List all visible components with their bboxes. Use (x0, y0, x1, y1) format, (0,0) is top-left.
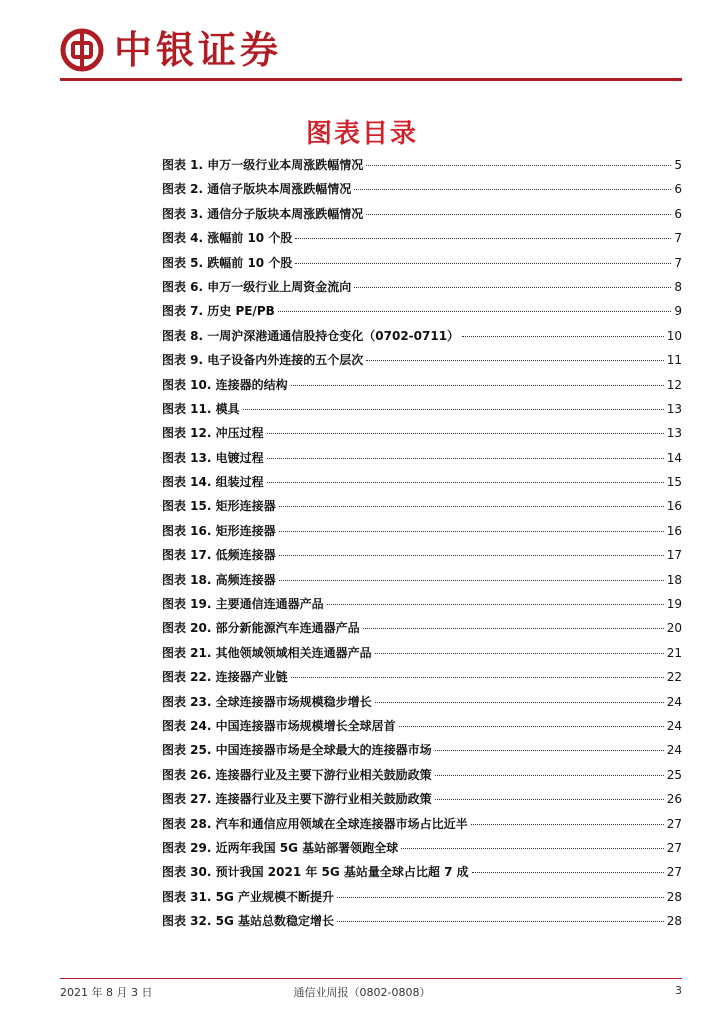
toc-entry-page[interactable]: 18 (666, 572, 682, 587)
toc-entry-label[interactable]: 图表 32. 5G 基站总数稳定增长 (162, 914, 334, 929)
toc-entry-label[interactable]: 图表 25. 中国连接器市场是全球最大的连接器市场 (162, 743, 432, 758)
page-header (60, 24, 682, 80)
toc-entry[interactable] (162, 254, 682, 278)
toc-entry[interactable] (162, 888, 682, 912)
footer-date: 2021 年 8 月 3 日 (60, 986, 153, 999)
toc-entry[interactable] (162, 156, 682, 180)
toc-entry-page[interactable]: 10 (666, 328, 682, 343)
toc-entry-label[interactable]: 图表 2. 通信子版块本周涨跌幅情况 (162, 182, 352, 197)
toc-entry-label[interactable]: 图表 15. 矩形连接器 (162, 499, 276, 514)
toc-entry[interactable] (162, 717, 682, 741)
toc-entry-page[interactable]: 26 (666, 792, 682, 807)
toc-entry-page[interactable]: 28 (666, 914, 682, 929)
bank-of-china-logo-icon (60, 28, 104, 72)
toc-dot-leader (267, 458, 664, 459)
toc-dot-leader (243, 409, 664, 410)
footer-page-number: 3 (675, 984, 682, 997)
toc-dot-leader (354, 287, 671, 288)
toc-entry-label[interactable]: 图表 9. 电子设备内外连接的五个层次 (162, 353, 364, 368)
toc-dot-leader (267, 482, 664, 483)
toc-entry[interactable] (162, 400, 682, 424)
toc-entry[interactable] (162, 351, 682, 375)
toc-entry-page[interactable]: 9 (674, 304, 682, 319)
toc-dot-leader (295, 263, 671, 264)
toc-entry-page[interactable]: 25 (666, 767, 682, 782)
toc-entry-page[interactable]: 21 (666, 645, 682, 660)
toc-dot-leader (363, 628, 664, 629)
toc-entry-label[interactable]: 图表 14. 组装过程 (162, 475, 264, 490)
toc-dot-leader (472, 872, 664, 873)
toc-entry-page[interactable]: 27 (666, 816, 682, 831)
toc-dot-leader (354, 189, 671, 190)
toc-entry-page[interactable]: 27 (666, 865, 682, 880)
toc-entry-page[interactable]: 16 (666, 499, 682, 514)
toc-dot-leader (401, 848, 664, 849)
toc-entry-label[interactable]: 图表 5. 跌幅前 10 个股 (162, 255, 293, 270)
toc-entry-label[interactable]: 图表 11. 模具 (162, 401, 240, 416)
toc-entry[interactable] (162, 693, 682, 717)
toc-entry-label[interactable]: 图表 22. 连接器产业链 (162, 670, 288, 685)
toc-entry-page[interactable]: 24 (666, 718, 682, 733)
toc-entry-label[interactable]: 图表 28. 汽车和通信应用领域在全球连接器市场占比近半 (162, 816, 468, 831)
toc-entry[interactable] (162, 815, 682, 839)
toc-entry-label[interactable]: 图表 29. 近两年我国 5G 基站部署领跑全球 (162, 840, 399, 855)
toc-entry[interactable] (162, 912, 682, 936)
toc-entry-label[interactable]: 图表 10. 连接器的结构 (162, 377, 288, 392)
toc-entry-label[interactable]: 图表 26. 连接器行业及主要下游行业相关鼓励政策 (162, 767, 432, 782)
brand-name: 中银证券 (114, 27, 283, 72)
toc-entry-label[interactable]: 图表 18. 高频连接器 (162, 572, 276, 587)
toc-dot-leader (327, 604, 664, 605)
toc-dot-leader (366, 214, 671, 215)
toc-entry-page[interactable]: 7 (674, 255, 682, 270)
toc-entry-page[interactable]: 8 (674, 279, 682, 294)
toc-entry[interactable] (162, 205, 682, 229)
toc-dot-leader (375, 702, 664, 703)
toc-entry[interactable] (162, 863, 682, 887)
toc-dot-leader (279, 580, 664, 581)
toc-entry[interactable] (162, 595, 682, 619)
toc-entry[interactable] (162, 790, 682, 814)
toc-entry-page[interactable]: 14 (666, 450, 682, 465)
toc-entry-page[interactable]: 6 (674, 182, 682, 197)
toc-dot-leader (435, 750, 664, 751)
toc-dot-leader (295, 238, 671, 239)
toc-entry-page[interactable]: 5 (674, 158, 682, 172)
toc-entry-page[interactable]: 20 (666, 621, 682, 636)
toc-entry-label[interactable]: 图表 6. 申万一级行业上周资金流向 (162, 279, 352, 294)
toc-entry-page[interactable]: 19 (666, 597, 682, 612)
footer-report-name: 通信业周报（0802-0808） (293, 986, 431, 999)
toc-entry-label[interactable]: 图表 3. 通信分子版块本周涨跌幅情况 (162, 206, 364, 221)
toc-entry[interactable] (162, 376, 682, 400)
toc-entry[interactable] (162, 619, 682, 643)
toc-entry-label[interactable]: 图表 13. 电镀过程 (162, 450, 264, 465)
toc-dot-leader (366, 360, 663, 361)
toc-entry-label[interactable]: 图表 21. 其他领域领域相关连通器产品 (162, 645, 372, 660)
toc-entry-label[interactable]: 图表 30. 预计我国 2021 年 5G 基站量全球占比超 7 成 (162, 865, 469, 880)
toc-entry-page[interactable]: 13 (666, 426, 682, 441)
toc-entry[interactable] (162, 229, 682, 253)
toc-entry[interactable] (162, 302, 682, 326)
page-title: 图表目录 (305, 119, 418, 149)
toc-entry-label[interactable]: 图表 27. 连接器行业及主要下游行业相关鼓励政策 (162, 792, 432, 807)
toc-dot-leader (435, 775, 664, 776)
toc-entry-page[interactable]: 16 (666, 523, 682, 538)
toc-entry-page[interactable]: 15 (666, 475, 682, 490)
toc-entry-label[interactable]: 图表 20. 部分新能源汽车连通器产品 (162, 621, 360, 636)
toc-dot-leader (291, 385, 664, 386)
header-divider (60, 78, 682, 81)
toc-entry[interactable] (162, 741, 682, 765)
toc-dot-leader (279, 531, 664, 532)
toc-entry-page[interactable]: 28 (666, 889, 682, 904)
toc-entry-page[interactable]: 12 (666, 377, 682, 392)
toc-entry-label[interactable]: 图表 7. 历史 PE/PB (162, 304, 275, 319)
toc-entry-page[interactable]: 7 (674, 231, 682, 246)
toc-entry-page[interactable]: 27 (666, 840, 682, 855)
toc-entry-label[interactable]: 图表 1. 申万一级行业本周涨跌幅情况 (162, 158, 364, 172)
toc-entry[interactable] (162, 497, 682, 521)
toc-entry[interactable] (162, 327, 682, 351)
toc-entry-page[interactable]: 24 (666, 743, 682, 758)
toc-dot-leader (366, 165, 671, 166)
toc-dot-leader (399, 726, 664, 727)
toc-entry-page[interactable]: 13 (666, 401, 682, 416)
toc-entry[interactable] (162, 424, 682, 448)
table-of-figures (162, 156, 682, 937)
toc-entry[interactable] (162, 546, 682, 570)
toc-entry[interactable] (162, 571, 682, 595)
toc-dot-leader (279, 555, 664, 556)
toc-entry-page[interactable]: 11 (666, 353, 682, 368)
toc-entry-label[interactable]: 图表 23. 全球连接器市场规模稳步增长 (162, 694, 372, 709)
toc-dot-leader (267, 433, 664, 434)
toc-entry[interactable] (162, 180, 682, 204)
toc-entry[interactable] (162, 449, 682, 473)
toc-entry-label[interactable]: 图表 4. 涨幅前 10 个股 (162, 231, 293, 246)
toc-dot-leader (471, 824, 664, 825)
toc-entry[interactable] (162, 278, 682, 302)
toc-entry[interactable] (162, 473, 682, 497)
toc-entry-page[interactable]: 22 (666, 670, 682, 685)
toc-entry[interactable] (162, 766, 682, 790)
toc-entry-label[interactable]: 图表 31. 5G 产业规模不断提升 (162, 889, 334, 904)
toc-entry-label[interactable]: 图表 12. 冲压过程 (162, 426, 264, 441)
toc-entry[interactable] (162, 668, 682, 692)
toc-dot-leader (278, 311, 672, 312)
toc-dot-leader (375, 653, 664, 654)
toc-entry[interactable] (162, 522, 682, 546)
toc-entry-page[interactable]: 6 (674, 206, 682, 221)
toc-entry-page[interactable]: 24 (666, 694, 682, 709)
toc-entry-label[interactable]: 图表 8. 一周沪深港通通信股持仓变化（0702-0711） (162, 328, 460, 343)
footer-divider (60, 978, 682, 979)
toc-entry-label[interactable]: 图表 19. 主要通信连通器产品 (162, 597, 324, 612)
toc-dot-leader (435, 799, 664, 800)
toc-dot-leader (337, 897, 664, 898)
toc-dot-leader (291, 677, 664, 678)
toc-dot-leader (337, 921, 664, 922)
toc-entry-page[interactable]: 17 (666, 548, 682, 563)
toc-dot-leader (279, 506, 664, 507)
toc-entry[interactable] (162, 644, 682, 668)
toc-dot-leader (462, 336, 664, 337)
toc-entry-label[interactable]: 图表 24. 中国连接器市场规模增长全球居首 (162, 718, 396, 733)
toc-entry-label[interactable]: 图表 17. 低频连接器 (162, 548, 276, 563)
toc-entry-label[interactable]: 图表 16. 矩形连接器 (162, 523, 276, 538)
toc-entry[interactable] (162, 839, 682, 863)
